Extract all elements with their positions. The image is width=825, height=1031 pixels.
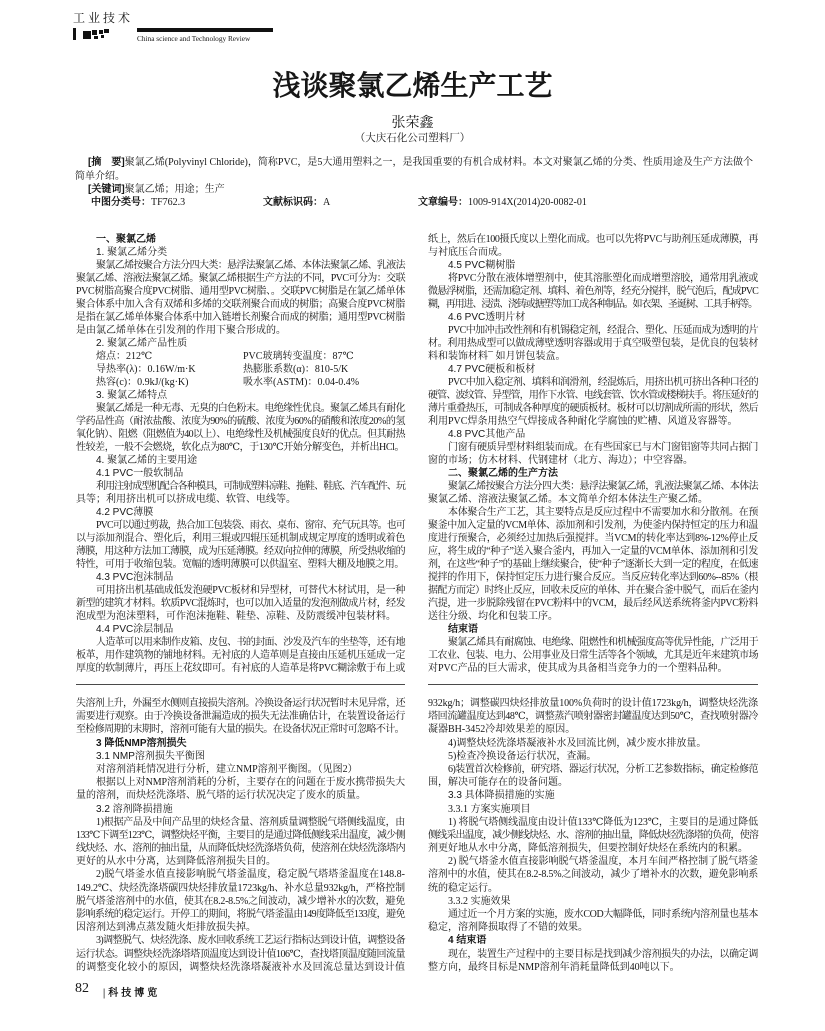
author-name: 张荣鑫	[391, 116, 434, 131]
paragraph-line: 以与添加剂混合、塑化后，利用三辊或四辊压延机制成规定厚度的透明或着色	[76, 533, 405, 544]
property-value: 吸水率(ASTM)：0.04-0.4%	[243, 377, 360, 388]
paragraph-line: 塔回流罐温度达到48℃，调整蒸汽喷射器密封罐温度达到50℃，查找喷射器冷	[428, 711, 758, 723]
paragraph	[428, 908, 758, 934]
paragraph-line: 可用挤出机基础成低发泡硬PVC板材和异型材，可替代木材试用，是一种	[96, 585, 405, 596]
paragraph	[428, 737, 758, 750]
section-heading: 二、聚氯乙烯的生产方法	[448, 468, 558, 479]
paragraph-line: 搅拌的作用下，保持恒定压力进行聚合反应。当反应转化率达到60%--85%（根	[428, 572, 758, 583]
paragraph-line: 聚氯乙烯是一种无毒、无臭的白色粉末。电绝缘性优良。聚氯乙烯具有耐化	[96, 403, 405, 414]
paragraph-line: 通过近一个月方案的实施，废水COD大幅降低，同时系统内溶剂量也基本	[448, 909, 758, 920]
paragraph	[76, 697, 405, 737]
paragraph-line: 聚氯乙烯具有耐腐蚀、电绝缘、阻燃性和机械强度高等优异性能，广泛用于	[448, 637, 758, 648]
article-number-value: 1009-914X(2014)20-0082-01	[468, 197, 587, 208]
paragraph	[428, 816, 758, 856]
paragraph	[428, 480, 758, 506]
paragraph-line: 围，解决可能存在的设备问题。	[428, 777, 568, 789]
paragraph-line: 运行状态。调整炔烃洗涤塔塔顶温度达到设计值106℃，查找塔顶温度随回流量	[76, 948, 405, 960]
property-row	[76, 350, 405, 363]
paragraph	[428, 272, 758, 311]
paragraph-line: 聚氯乙烯按聚合方法分四大类：悬浮法聚氯乙烯、本体法聚氯乙烯、乳液法	[96, 260, 405, 271]
subsection-heading: 3.3.2 实施效果	[448, 895, 511, 907]
paragraph-line: 剂，在这些“种子”的基础上继续聚合，使“种子”逐渐长大到一定的程度，在低速	[428, 559, 758, 570]
paragraph-line: 凝器BH-3452冷却效果差的原因。	[428, 724, 576, 736]
property-value: 导热率(λ)：0.16W/m·K	[96, 364, 196, 375]
column-lower-right	[428, 697, 758, 974]
paragraph-line: 稳定，溶剂降损取得了不错的效果。	[428, 922, 588, 934]
paragraph	[76, 519, 405, 571]
section-label: 工业技术	[73, 11, 134, 25]
property-value: PVC玻璃转变温度：87℃	[243, 351, 354, 362]
article-title: 浅谈聚氯乙烯生产工艺	[272, 69, 553, 102]
paragraph-line: 据配方而定）时终止反应，回收未反应的单体、并在聚合釜中脱气，而后在釜内	[428, 585, 758, 596]
paragraph-line: 具等；利用挤出机可以挤成电缆、软管、电线等。	[76, 494, 296, 505]
paragraph-line: 聚氯乙烯、溶液法聚氯乙烯。本文简单介绍本体法生产聚乙烯。	[428, 494, 708, 505]
paragraph-line: 利用PVC焊条用热空气焊接成各种耐化学腐蚀的贮槽、风道及容器等。	[428, 416, 738, 427]
article-end-divider	[76, 684, 405, 685]
column-upper-right	[428, 233, 758, 675]
subsection-heading: 4.6 PVC透明片材	[448, 312, 526, 323]
abstract	[75, 156, 753, 184]
paragraph-line: 至检修周期的末期时，溶剂可能有大量的损失。在设备状况正常时可忽略不计。	[76, 724, 404, 736]
paragraph-line: 溶剂中的水值，使其在8.2-8.5%之间波动，减少了增补水的次数，避免影响系	[428, 869, 758, 881]
subsection-heading: 3.1 NMP溶剂损失平衡图	[96, 750, 205, 762]
paragraph-line: 聚釜中加入定量的VCM单体、添加剂和引发剂，为使釜内保持恒定的压力和温	[428, 520, 758, 531]
paragraph-line: 侧线采出温度，减少侧线炔烃、水、溶剂的抽出量，降低炔烃洗涤塔的负荷，使溶	[428, 829, 758, 841]
article-number	[418, 196, 587, 210]
paragraph-line: 硬管、波纹管、异型管，用作下水管、电线套管、饮水管或楼梯扶手。将压延好的	[428, 390, 758, 401]
keywords	[88, 183, 225, 197]
paragraph	[76, 934, 405, 974]
paragraph-line: PVC中加冲击改性剂和有机锡稳定剂，经混合、塑化、压延而成为透明的片	[448, 325, 758, 336]
subsection-heading: 4.4 PVC涂层制品	[96, 624, 174, 635]
column-lower-left	[76, 697, 405, 974]
journal-logo-icon	[73, 27, 113, 41]
paragraph-line: 厚度的软制薄片，再压上花纹即可。有衬底的人造革是将PVC糊涂敷于布上或	[76, 663, 405, 674]
subsection-heading: 4.5 PVC糊树脂	[448, 260, 516, 271]
paragraph-line: 将PVC分散在液体增塑剂中，使其溶胀塑化而成增塑溶胶，通常用乳液或	[448, 273, 758, 284]
clc-label: 中图分类号：	[91, 197, 151, 208]
column-upper-left	[76, 233, 405, 675]
paragraph-line: 人造革可以用来制作皮箱、皮包、书的封面、沙发及汽车的坐垫等，还有地	[96, 637, 405, 648]
paragraph-line: 泡成型为泡沫塑料，可作泡沫拖鞋、鞋垫、凉鞋、及防震缓冲包装材料。	[76, 611, 396, 622]
paragraph-line: 量的溶剂，而炔烃洗涤塔、脱气塔的运行状况决定了废水的质量。	[76, 790, 366, 802]
paragraph	[428, 506, 758, 623]
paragraph-line: 氧化钠）、阻燃（阻燃值为40以上）、电绝缘性及机械强度良好的优点。但其耐热	[76, 429, 405, 440]
paragraph	[76, 763, 405, 776]
paragraph-line: PVC树脂高聚合度PVC树脂、通用型PVC树脂、。交联PVC树脂是在氯乙烯单体	[76, 286, 405, 297]
paragraph	[76, 816, 405, 869]
paragraph-line: 线炔烃、水、溶剂的抽出量，从而降低炔烃洗涤塔负荷，使溶剂在炔烃洗涤塔内	[76, 843, 405, 855]
header-banner-bar	[137, 28, 273, 32]
paragraph-line: 更好的从水中分离，达到降低溶剂损失目的。	[76, 856, 276, 868]
subsection-heading: 4.7 PVC硬板和板材	[448, 364, 536, 375]
paragraph-line: 失溶剂上升，外漏至水侧则直接损失溶剂。冷换设备运行状况暂时未见异常，还	[76, 698, 405, 709]
page-number: 82	[75, 981, 89, 996]
paragraph-line: 度进行预聚合，必须经过加热后强搅拌。当VCM的转化率达到8%-12%停止反	[428, 533, 758, 544]
paragraph-line: PVC可以通过剪裁，热合加工包装袋、雨衣、桌布、窗帘、充气玩具等。也可	[96, 520, 405, 531]
paragraph-line: 糊，再用进、浸渍、浇铸或搪塑等加工成各种制品。如衣架、圣诞树、工具手柄等。	[428, 299, 757, 310]
subsection-heading: 3.3.1 方案实施项目	[448, 803, 531, 815]
paragraph-line: 窗的市场；仿木材料、代钢建材（北方、海边）；中空容器。	[428, 455, 693, 466]
abstract-label: [摘 要]	[88, 157, 125, 168]
abstract-text: 聚氯乙烯(Polyvinyl Chloride)，简称PVC，是5大通用塑料之一，是我国重要的有机合成材料。本文对聚氯乙烯的分类、性质用途及生产方法做个	[124, 157, 753, 168]
paragraph-line: 与衬底压合而成。	[428, 247, 508, 258]
paragraph-line: 149.2℃、炔烃洗涤塔碳四炔烃排放量1723kg/h、补水总量932kg/h，严格控制	[76, 882, 405, 894]
paragraph	[76, 636, 405, 675]
paragraph-line: PVC中加入稳定剂、填料和润滑剂，经混炼后，用挤出机可挤出各种口径的	[448, 377, 758, 388]
paragraph-line: 根据以上对NMP溶剂消耗的分析，主要存在的问题在于废水携带损失大	[96, 777, 405, 789]
paragraph	[428, 855, 758, 895]
paragraph	[76, 402, 405, 454]
clc-number	[91, 196, 185, 210]
clc-value: TF762.3	[151, 197, 186, 208]
subsection-heading: 3.3 具体降损措施的实施	[448, 790, 555, 802]
subsection-heading: 4.3 PVC泡沫制品	[96, 572, 174, 583]
document-code	[263, 196, 330, 210]
paragraph	[76, 480, 405, 506]
paragraph-line: 工农业、包装、电力、公用事业及日常生活等各个领域，尤其是近年来建筑市场	[428, 650, 758, 661]
paragraph	[76, 776, 405, 802]
paragraph-line: 2) 脱气塔釜水值直接影响脱气塔釜温度，本月车间严格控制了脱气塔釜	[448, 856, 758, 868]
section-heading: 3 降低NMP溶剂损失	[96, 737, 187, 749]
article-end-divider	[428, 684, 758, 685]
paragraph-line: 聚氯乙烯按聚合方法分四大类：悬浮法聚氯乙烯，乳液法聚氯乙烯、本体法	[448, 481, 758, 492]
paragraph	[428, 948, 758, 974]
paragraph-line: 微悬浮树脂，还需加稳定剂、填料、着色剂等，经充分搅拌，脱气泡后，配成PVC	[428, 286, 758, 297]
paragraph	[428, 763, 758, 789]
subsection-heading: 3. 聚氯乙烯特点	[96, 390, 168, 401]
subsection-heading: 3.2 溶剂降损措施	[96, 803, 173, 815]
paragraph-line: 1) 将脱气塔侧线温度由设计值133℃降低为123℃，主要目的是通过降低	[448, 816, 758, 828]
property-value: 热容(c)：0.9kJ/(kg·K)	[96, 377, 189, 388]
property-row	[76, 363, 405, 376]
paragraph-line: 3)调整脱气、炔烃洗涤、废水回收系统工艺运行指标达到设计值，调整设备	[96, 935, 405, 947]
paragraph-line: 对溶剂消耗情况进行分析，建立NMP溶剂平衡图。（见图2）	[96, 763, 358, 775]
subsection-heading: 4.8 PVC其他产品	[448, 429, 526, 440]
property-value: 热膨胀系数(α)：810-5/K	[243, 364, 349, 375]
paragraph-line: 汽提，进一步脱除残留在PVC粉料中的VCM，最后经风送系统将釜内PVC粉料	[428, 598, 758, 609]
paragraph-line: 新型的建筑才材料。软质PVC混炼时，也可以加入适量的发泡剂做成片材，经发	[76, 598, 405, 609]
subsection-heading: 4.2 PVC薄膜	[96, 507, 154, 518]
subsection-heading: 4. 聚氯乙烯的主要用途	[96, 455, 198, 466]
subsection-heading: 4.1 PVC一般软制品	[96, 468, 184, 479]
paragraph-line: 133℃下调至123℃，调整炔烃平衡，主要目的是通过降低侧线采出温度，减少侧	[76, 829, 405, 841]
paragraph-line: 4)调整炔烃洗涤塔凝液补水及回流比例，减少废水排放量。	[448, 737, 707, 749]
keywords-value: 聚氯乙烯；用途；生产	[124, 184, 225, 195]
paragraph-line: 学药品性高（耐浓盐酸、浓度为90%的硫酸、浓度为60%的硝酸和浓度20%的氢	[76, 416, 405, 427]
footer-journal-name: |科技博览	[103, 988, 161, 999]
paragraph-line: 是由氯乙烯单体在引发剂的作用下聚合形成的。	[76, 325, 286, 336]
paragraph-line: 应，将生成的“种子”送入聚合釜内，再加入一定量的VCM单体、添加剂和引发	[428, 546, 758, 557]
property-value: 熔点：212℃	[96, 351, 153, 362]
paragraph-line: 板革，用作建筑物的铺地材料。无衬底的人造革则是直接由压延机压延成一定	[76, 650, 405, 661]
paragraph-line: 特性，可用于收缩包装。宽幅的透明薄膜可以供温室、塑料大棚及地膜之用。	[76, 559, 404, 570]
subsection-heading: 1. 聚氯乙烯分类	[96, 247, 168, 258]
paragraph-line: 2)脱气塔釜水值直接影响脱气塔釜温度，稳定脱气塔塔釜温度在148.8-	[96, 869, 405, 881]
paragraph-line: 932kg/h；调整碳四炔烃排放量100%负荷时的设计值1723kg/h，调整炔烃洗涤	[428, 698, 758, 709]
paragraph-line: 门窗有硬质异型材料组装而成。在有些国家已与木门窗铝窗等共同占据门	[448, 442, 758, 453]
paragraph-line: 送往分级、均化和包装工序。	[428, 611, 558, 622]
paragraph	[428, 697, 758, 737]
paragraph-line: 纸上，然后在100摄氏度以上塑化而成。也可以先将PVC与助剂压延成薄膜，再	[428, 234, 758, 245]
paragraph-line: 的调整变化较小的原因，调整炔烃洗涤塔凝液补水及回流总量达到设计值	[76, 961, 405, 973]
section-heading: 4 结束语	[448, 935, 487, 947]
paragraph-line: 性较差，一般不会燃烧，软化点为80℃，于130℃开始分解变色，并析出HCl。	[76, 442, 405, 453]
paragraph-line: 材。利用热成型可以做成薄壁透明容器或用于真空吸塑包装，是优良的包装材	[428, 338, 758, 349]
journal-english-name: China science and Technology Review	[137, 34, 251, 43]
section-heading: 一、聚氯乙烯	[96, 234, 156, 245]
paragraph	[76, 259, 405, 337]
paragraph	[428, 233, 758, 259]
paragraph-line: 6)装置首次检修前，研究塔、器运行状况，分析工艺参数指标，确定检修范	[448, 763, 758, 775]
article-number-label: 文章编号：	[418, 197, 468, 208]
paragraph-line: 5)检查冷换设备运行状况，查漏。	[448, 750, 597, 762]
paragraph	[428, 441, 758, 467]
paragraph-line: 现在，装置生产过程中的主要目标是找到减少溶剂损失的办法，以确定调	[448, 948, 758, 960]
paragraph	[428, 376, 758, 428]
paragraph-line: 对PVC产品的巨大需求，使其成为具备相当竞争力的一个塑料品种。	[428, 663, 728, 674]
property-row	[76, 376, 405, 389]
author-affiliation: （大庆石化公司塑料厂）	[354, 133, 471, 144]
paragraph-line: 本体聚合生产工艺，其主要特点是反应过程中不需要加水和分散剂。在预	[448, 507, 758, 518]
document-code-value: A	[323, 197, 331, 208]
paragraph-line: 统的稳定运行。	[428, 882, 498, 894]
paragraph-line: 是指在氯乙烯单体聚合体系中加入链增长剂聚合而成的树脂；通用型PVC树脂	[76, 312, 405, 323]
paragraph	[76, 584, 405, 623]
paragraph-line: 整方向，最终目标是NMP溶剂年消耗量降低到40吨以下。	[428, 961, 680, 973]
paragraph-line: 利用注射成型机配合各种模具，可制成塑料凉鞋、拖鞋、鞋底、汽车配件、玩	[96, 481, 405, 492]
abstract-line: 简单介绍。	[75, 171, 125, 182]
paragraph-line: 聚氯乙烯、溶液法聚氯乙烯。聚氯乙烯根据生产方法的不同，PVC可分为：交联	[76, 273, 405, 284]
paragraph	[428, 636, 758, 675]
paragraph-line: 需要进行观察。由于冷换设备泄漏造成的损失无法准确估计，在装置设备运行	[76, 711, 405, 723]
keywords-label: [关键词]	[88, 184, 125, 195]
paragraph-line: 料和装饰材料¯ 如月饼包装盒。	[428, 351, 566, 362]
section-heading: 结束语	[448, 624, 478, 635]
paragraph	[76, 868, 405, 934]
document-code-label: 文献标识码：	[263, 197, 323, 208]
paragraph-line: 1)根据产品及中间产品里的炔烃含量、溶剂质量调整脱气塔侧线温度，由	[96, 816, 405, 828]
subsection-heading: 2. 聚氯乙烯产品性质	[96, 338, 188, 349]
paragraph-line: 脱气塔釜溶剂中的水值，使其在8.2-8.5%之间波动，减少增补水的次数，避免	[76, 895, 405, 907]
abstract-line	[75, 156, 753, 170]
paragraph	[428, 750, 758, 763]
paragraph	[428, 324, 758, 363]
paragraph-line: 剂更好地从水中分离，降低溶剂损失，但要控制好炔烃在系统内的积累。	[428, 843, 748, 855]
paragraph-line: 薄片重叠热压，可制成各种厚度的硬质板材。板材可以切割成所需的形状，然后	[428, 403, 758, 414]
paragraph-line: 聚合体系中加入含有双烯和多烯的交联剂聚合而成的树脂；高聚合度PVC树脂	[76, 299, 405, 310]
paragraph-line: 影响系统的稳定运行。开停工的期间，将脱气塔釜温由149度降低至133度，避免	[76, 909, 406, 920]
paragraph-line: 薄膜，用这种方法加工薄膜，成为压延薄膜。经双向拉伸的薄膜，所受热收缩的	[76, 546, 405, 557]
paragraph-line: 因溶剂达到沸点蒸发随火炬排放损失掉。	[76, 922, 256, 934]
